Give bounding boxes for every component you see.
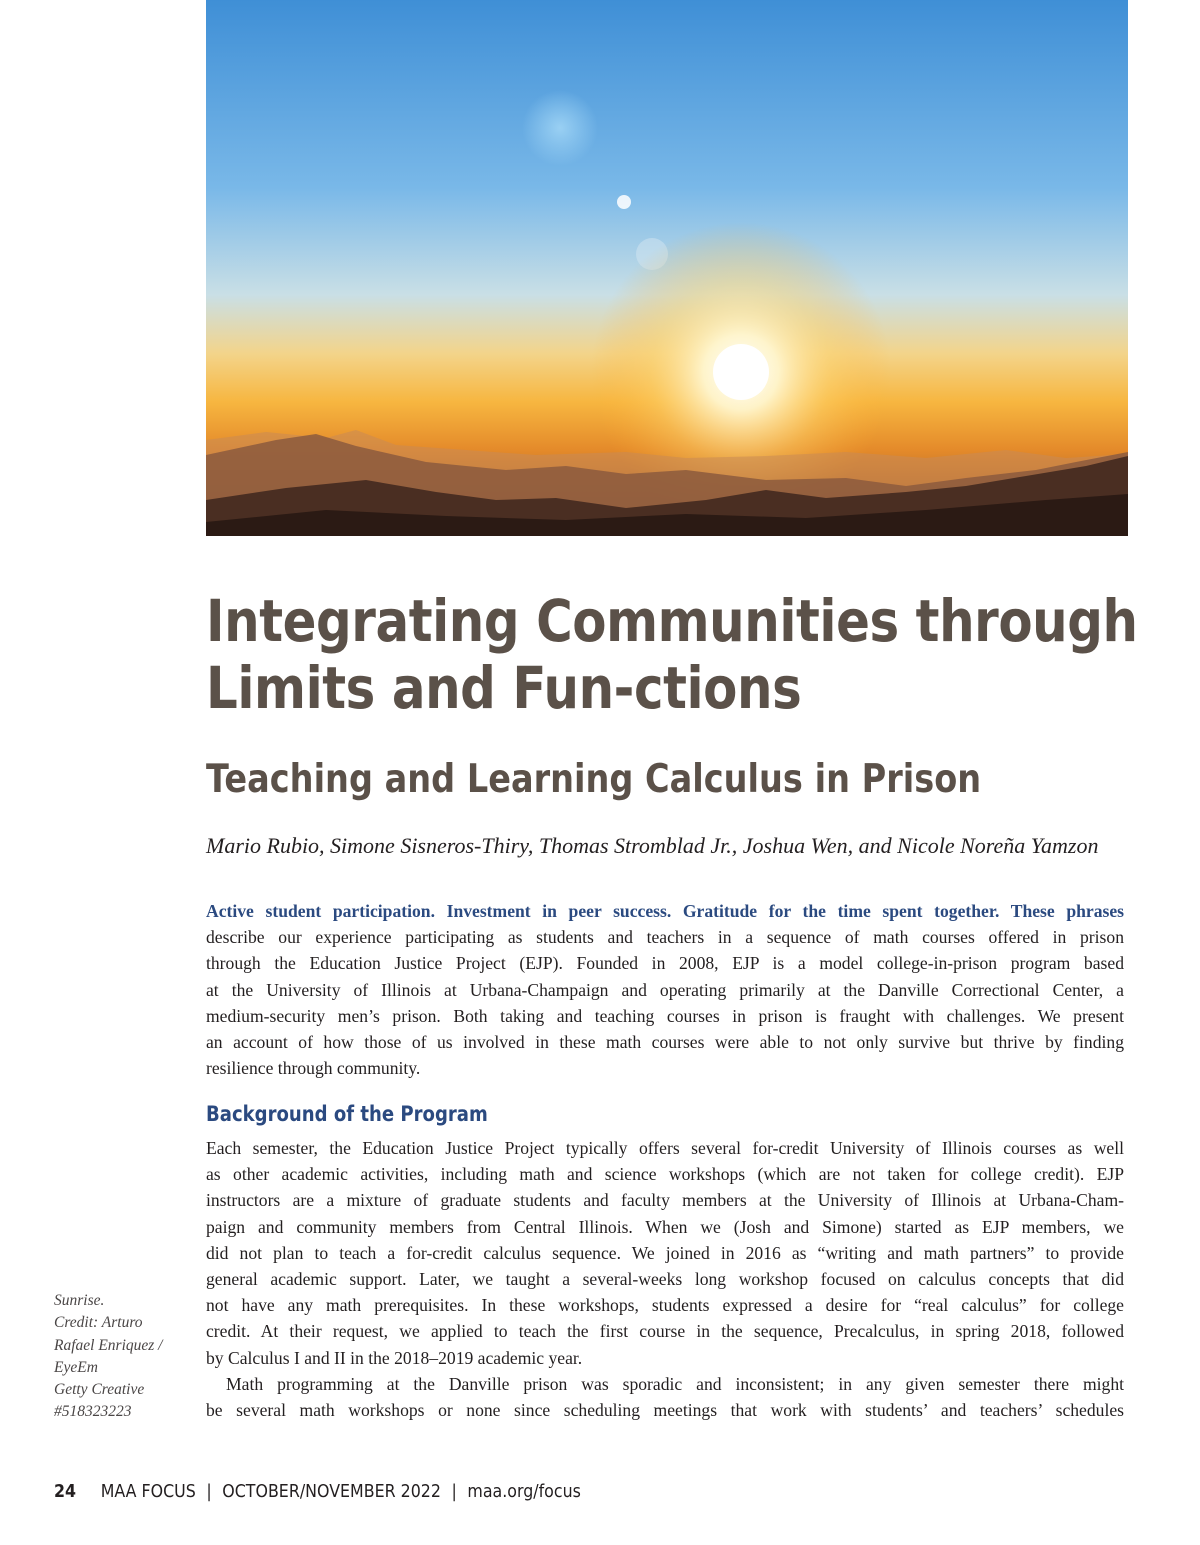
article-title xyxy=(206,587,1138,722)
caption-line: Rafael Enriquez / xyxy=(54,1336,163,1354)
intro-line: at the University of Illinois at Urbana-Champaign and operating primarily at the Danville Correctional Center, a xyxy=(206,979,1124,1000)
intro-paragraph xyxy=(206,898,1124,1081)
section-para2-line: be several math workshops or none since scheduling meetings that work with students’ and teachers’ schedules xyxy=(206,1400,1124,1421)
section-line: paign and community members from Central Illinois. When we (Josh and Simone) started as EJP members, we xyxy=(206,1216,1124,1237)
sunrise-photo xyxy=(206,0,1128,536)
intro-line: an account of how those of us involved in these math courses were able to not only survive but thrive by finding xyxy=(206,1032,1124,1053)
caption-line: Credit: Arturo xyxy=(54,1314,143,1332)
section-line: did not plan to teach a for-credit calculus sequence. We joined in 2016 as “writing and math partners” to provide xyxy=(206,1242,1124,1263)
photo-caption xyxy=(54,1290,194,1424)
article-title-line-1: Integrating Communities through xyxy=(206,587,1138,655)
intro-line: resilience through community. xyxy=(206,1058,421,1079)
article-title-line-2: Limits and Fun-ctions xyxy=(206,654,802,722)
section-line: Each semester, the Education Justice Project typically offers several for-credit University of Illinois courses as well xyxy=(206,1138,1124,1158)
footer-separator: | xyxy=(206,1481,212,1502)
section-line: as other academic activities, including math and science workshops (which are not taken for college credit). EJP xyxy=(206,1164,1124,1185)
section-heading: Background of the Program xyxy=(206,1102,488,1126)
intro-lead: Active student participation. Investment in peer success. Gratitude for the time spent together. These phrases xyxy=(206,901,1124,921)
caption-line: #518323223 xyxy=(54,1403,132,1421)
caption-line: EyeEm xyxy=(54,1358,98,1376)
hero-sunrise-image xyxy=(206,0,1128,536)
author-byline: Mario Rubio, Simone Sisneros-Thiry, Thomas Stromblad Jr., Joshua Wen, and Nicole Noreña Yamzon xyxy=(206,833,1099,858)
section-line: not have any math prerequisites. In these workshops, students expressed a desire for “real calculus” for college xyxy=(206,1295,1124,1316)
section-line: general academic support. Later, we taught a several-weeks long workshop focused on calculus concepts that did xyxy=(206,1269,1124,1290)
footer-url: maa.org/focus xyxy=(467,1481,581,1502)
section-line: by Calculus I and II in the 2018–2019 academic year. xyxy=(206,1347,583,1368)
section-body xyxy=(206,1135,1124,1423)
publication-name: MAA FOCUS xyxy=(100,1481,196,1502)
section-para2-line: Math programming at the Danville prison was sporadic and inconsistent; in any given semester there might xyxy=(226,1373,1124,1394)
caption-line: Getty Creative xyxy=(54,1381,145,1399)
section-line: credit. At their request, we applied to teach the first course in the sequence, Precalculus, in spring 2018, followed xyxy=(206,1321,1124,1342)
caption-line: Sunrise. xyxy=(54,1292,105,1309)
page-footer xyxy=(54,1478,670,1506)
section-line: instructors are a mixture of graduate students and faculty members at the University of Illinois at Urbana-Cham- xyxy=(206,1190,1124,1211)
article-subtitle: Teaching and Learning Calculus in Prison xyxy=(206,757,982,802)
intro-line: medium-security men’s prison. Both taking and teaching courses in prison is fraught with challenges. We present xyxy=(206,1005,1124,1026)
page-number: 24 xyxy=(54,1481,77,1502)
footer-separator: | xyxy=(451,1481,457,1502)
intro-line: through the Education Justice Project (EJP). Founded in 2008, EJP is a model college-in-prison program based xyxy=(206,953,1124,974)
issue-date: OCTOBER/NOVEMBER 2022 xyxy=(222,1481,441,1502)
intro-line: describe our experience participating as students and teachers in a sequence of math courses offered in prison xyxy=(206,927,1124,948)
